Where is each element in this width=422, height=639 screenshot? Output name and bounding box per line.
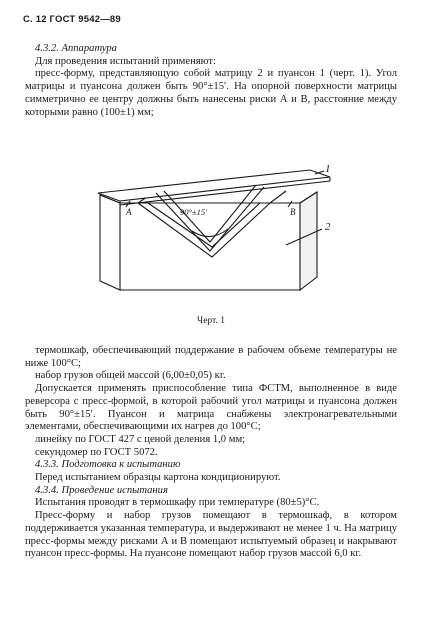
paragraph: Для проведения испытаний применяют: [35, 55, 216, 67]
label-matrix-2: 2 [325, 221, 331, 233]
paragraph: Испытания проводят в термошкафу при температуре (80±5)°С. [35, 497, 320, 509]
equipment-list [25, 345, 397, 561]
paragraph: линейку по ГОСТ 427 с ценой деления 1,0 мм; [35, 433, 246, 445]
paragraph: секундомер по ГОСТ 5072. [35, 446, 158, 458]
figure-caption: Черт. 1 [197, 316, 225, 326]
section-4-3-2 [25, 43, 397, 119]
paragraph: термошкаф, обеспечивающий поддержание в рабочем объеме температуры не ниже 100°С; [25, 345, 397, 369]
section-heading: 4.3.3. Подготовка к испытанию [35, 459, 181, 471]
label-mark-a: A [126, 207, 132, 217]
paragraph: пресс-форму, представляющую собой матрицу 2 и пуансон 1 (черт. 1). Угол матрицы и пуансона должен быть 90°±15′. На опорной поверхности матрицы симметрично ее центру должны быть нанесены риски А и В, расстояние между которыми равно (100±1) мм; [25, 68, 397, 118]
paragraph: набор грузов общей массой (6,00±0,05) кг. [35, 370, 226, 382]
paragraph: Допускается применять приспособление типа ФСТМ, выполненное в виде реверсора с пресс-формой, в которой рабочий угол матрицы и пуансона должен быть 90°±15′. Пуансон и матрица снабжены электронагревательными элементами, обеспечивающими их нагрев до 100°С; [25, 383, 397, 433]
figure-1-mould-drawing [60, 163, 360, 303]
paragraph: Перед испытанием образцы картона кондиционируют. [35, 472, 281, 484]
section-heading: 4.3.2. Аппаратура [35, 43, 117, 54]
mould-drawing [60, 163, 360, 303]
label-angle: 90°±15′ [180, 207, 207, 217]
label-mark-b: B [290, 207, 296, 217]
paragraph: Пресс-форму и набор грузов помещают в термошкаф, в котором поддерживается указанная температура, и выдерживают не менее 1 ч. На матрицу пресс-формы между рисками А и В помещают испытуемый образец и накрывают пуансон пресс-формы. На пуансоне помещают набор грузов массой 6,0 кг. [25, 510, 397, 560]
page-header: С. 12 ГОСТ 9542—89 [23, 14, 121, 25]
section-heading: 4.3.4. Проведение испытания [35, 484, 168, 496]
label-punch-1: 1 [325, 163, 331, 175]
